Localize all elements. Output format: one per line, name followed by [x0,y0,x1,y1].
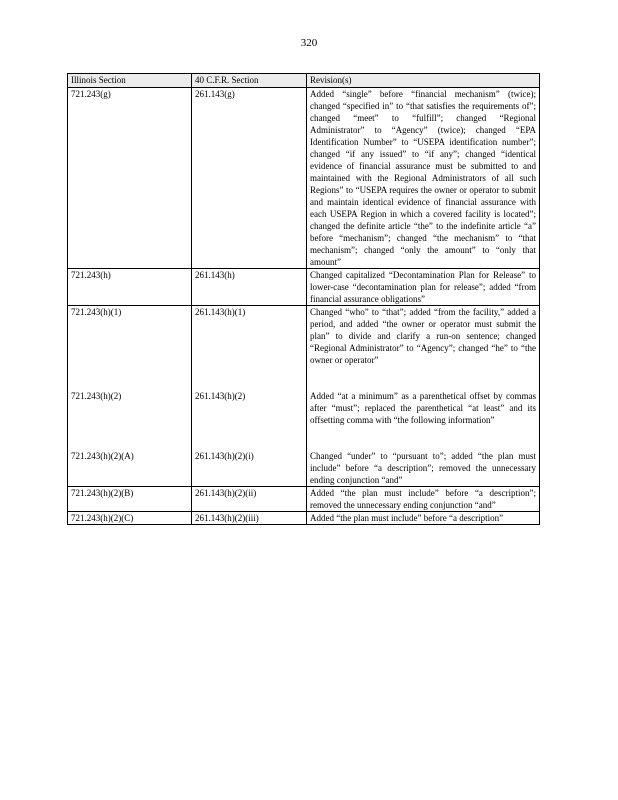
cfr-section-cell [192,269,307,306]
cfr-section: 261.143(h)(2) [195,391,246,401]
cfr-section: 261.143(h)(2)(iii) [195,513,259,523]
revision-cell [307,512,540,525]
revision-cell [307,269,540,306]
cfr-section: 261.143(h)(2)(ii) [195,488,257,498]
illinois-section: 721.243(h)(2) [71,391,122,401]
cfr-section-cell [192,306,307,487]
table-row [68,269,540,306]
page-number: 320 [300,37,318,49]
revision-text: Added “the plan must include” before “a description” [310,513,504,523]
revision-text: Changed capitalized “Decontamination Plan for Release” to lower-case “decontamination plan for release”; added “from financial assurance obligations” [310,270,536,304]
illinois-section: 721.243(h)(2)(C) [71,513,134,523]
illinois-section: 721.243(h)(2)(B) [71,488,134,498]
table-header-row [68,74,540,88]
cfr-section: 261.143(h) [195,270,235,280]
illinois-section-cell [68,269,192,306]
header-illinois-section: Illinois Section [68,74,192,88]
illinois-section-cell [68,512,192,525]
cfr-section-cell [192,88,307,269]
illinois-section-cell [68,88,192,269]
revision-text: Changed “under” to “pursuant to”; added “the plan must include” before “a description”; removed the unnecessary ending conjunction “and” [310,451,536,485]
table-row [68,306,540,487]
revision-text: Added “at a minimum” as a parenthetical offset by commas after “must”; replaced the parenthetical “at least” and its offsetting comma with “the following information” [310,391,536,425]
illinois-section-cell [68,487,192,512]
table-row [68,487,540,512]
revision-text: Changed “who” to “that”; added “from the facility,” added a period, and added “the owner or operator must submit the plan” to divide and clarify a run-on sentence; changed “Regional Administrator” to “Agency”; changed “he” to “the owner or operator” [310,307,536,365]
illinois-section: 721.243(h)(1) [71,307,122,317]
revisions-table [67,73,540,525]
illinois-section: 721.243(g) [71,89,111,99]
cfr-section-cell [192,512,307,525]
cfr-section: 261.143(h)(1) [195,307,246,317]
illinois-section: 721.243(h)(2)(A) [71,451,134,461]
revision-cell [307,88,540,269]
cfr-section: 261.143(g) [195,89,235,99]
revision-cell [307,306,540,487]
header-cfr-section: 40 C.F.R. Section [192,74,307,88]
cfr-section-cell [192,487,307,512]
table-row [68,512,540,525]
illinois-section-cell [68,306,192,487]
revision-text: Added “the plan must include” before “a description”; removed the unnecessary ending conjunction “and” [310,488,536,510]
table-row [68,88,540,269]
revision-text: Added “single” before “financial mechanism” (twice); changed “specified in” to “that satisfies the requirements of”; changed “meet” to “fulfill”; changed “Regional Administrator” to “Agency” (twice); changed “EPA Identification Number” to “USEPA identification number”; changed “if any issued” to “if any”; changed “identical evidence of financial assurance must be submitted to and maintained with the Regional Administrators of all such Regions” to “USEPA requires the owner or operator to submit and maintain identical evidence of financial assurance with each USEPA Region in which a covered facility is located”; changed the definite article “the” to the indefinite article “a” before “mechanism”; changed “the mechanism” to “that mechanism”; changed “only the amount” to “only that amount” [310,89,536,267]
revision-cell [307,487,540,512]
illinois-section: 721.243(h) [71,270,111,280]
header-revisions: Revision(s) [307,74,540,88]
cfr-section: 261.143(h)(2)(i) [195,451,254,461]
